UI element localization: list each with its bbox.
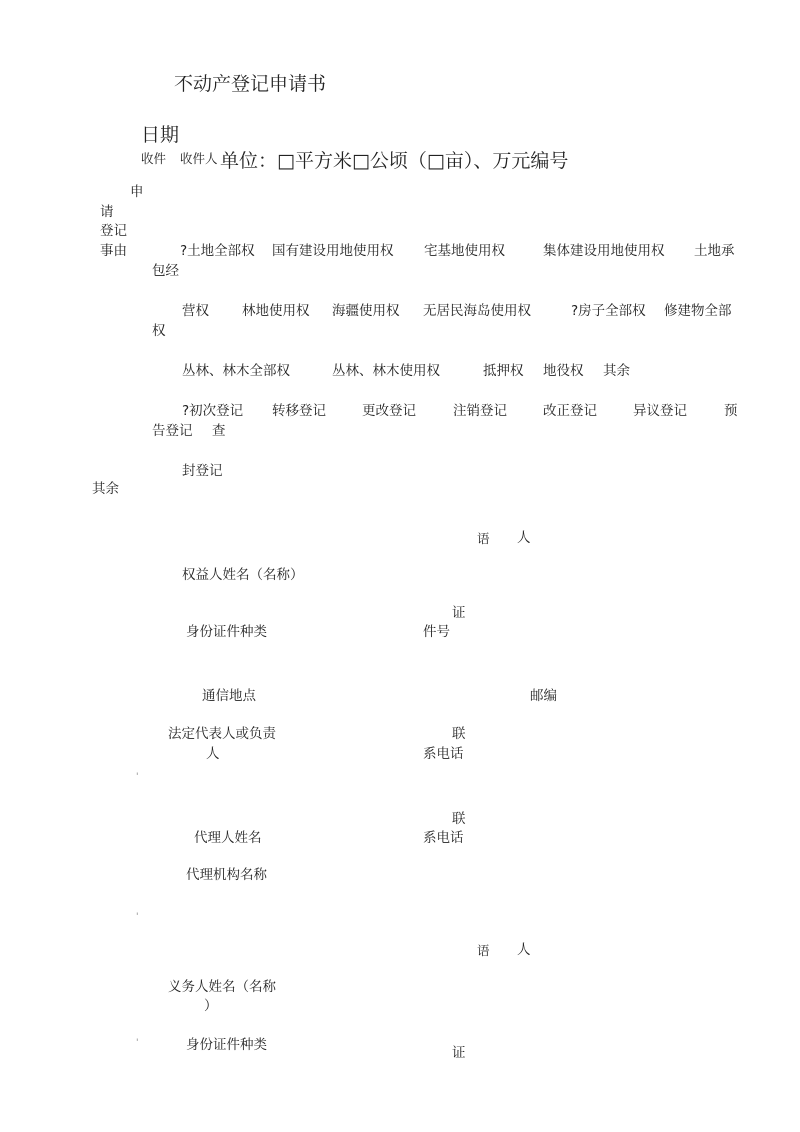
id-number-label: 件号 xyxy=(423,624,450,640)
contact-phone-label: 系电话 xyxy=(423,746,464,762)
receiver-label: 收件人 xyxy=(180,151,218,166)
unit-line: 单位：□平方米□公顷（□亩）、万元编号 xyxy=(220,150,569,172)
other-label: 其余 xyxy=(92,481,119,497)
agent-name-label: 代理人姓名 xyxy=(194,830,262,846)
receive-label: 收件 xyxy=(141,151,167,166)
obligor-id-number-label: 证 xyxy=(452,1045,466,1061)
right-option: 地役权 xyxy=(543,363,584,379)
reason-label-3: 登记 xyxy=(100,223,127,239)
reg-type-option: 异议登记 xyxy=(633,403,687,419)
date-label: 日期 xyxy=(141,124,180,146)
right-option-cont: 权 xyxy=(152,323,166,339)
right-option: 其余 xyxy=(603,363,630,379)
applicant-section-label: 人 xyxy=(517,530,531,546)
applicant-section-label: 语 xyxy=(477,531,490,546)
rightholder-name-label: 权益人姓名（名称） xyxy=(182,567,304,583)
reg-type-option: ?初次登记 xyxy=(182,403,244,419)
reg-type-option: 转移登记 xyxy=(272,403,326,419)
reg-type-option: 告登记 xyxy=(152,423,193,439)
reg-type-option: 预 xyxy=(724,403,738,419)
reg-type-option: 封登记 xyxy=(182,463,223,479)
reg-type-option: 改正登记 xyxy=(543,403,597,419)
scan-mark: ' xyxy=(136,1038,139,1048)
right-option: 集体建设用地使用权 xyxy=(543,243,665,259)
right-option: ?土地全部权 xyxy=(180,243,255,259)
scan-mark: ' xyxy=(136,772,139,782)
reg-type-option: 注销登记 xyxy=(453,403,507,419)
reason-label-2: 请 xyxy=(100,204,114,220)
right-option-cont: 包经 xyxy=(152,263,179,279)
id-type-label: 身份证件种类 xyxy=(186,624,267,640)
postcode-label: 邮编 xyxy=(530,688,557,704)
right-option: ?房子全部权 xyxy=(571,303,646,319)
legal-rep-label: 法定代表人或负责 xyxy=(168,726,276,742)
id-number-label: 证 xyxy=(452,605,466,621)
right-option: 修建物全部 xyxy=(664,303,732,319)
legal-rep-label: 人 xyxy=(206,746,220,762)
right-option: 国有建设用地使用权 xyxy=(272,243,394,259)
document-title: 不动产登记申请书 xyxy=(174,73,327,95)
reason-label-1: 申 xyxy=(130,184,144,200)
agent-phone-label: 联 xyxy=(452,811,466,827)
reg-type-option: 查 xyxy=(212,423,226,439)
obligor-section-label: 人 xyxy=(517,942,531,958)
contact-phone-label: 联 xyxy=(452,726,466,742)
right-option: 宅基地使用权 xyxy=(424,243,505,259)
reg-type-option: 更改登记 xyxy=(362,403,416,419)
right-option: 丛林、林木使用权 xyxy=(332,363,440,379)
right-option: 丛林、林木全部权 xyxy=(182,363,290,379)
right-option: 林地使用权 xyxy=(242,303,310,319)
right-option: 海疆使用权 xyxy=(332,303,400,319)
agent-phone-label: 系电话 xyxy=(423,830,464,846)
right-option: 土地承 xyxy=(694,243,735,259)
obligor-name-label: ） xyxy=(204,998,218,1014)
obligor-section-label: 语 xyxy=(477,943,490,958)
obligor-id-type-label: 身份证件种类 xyxy=(186,1037,267,1053)
scan-mark: ' xyxy=(136,912,139,922)
agency-name-label: 代理机构名称 xyxy=(186,867,267,883)
right-option: 营权 xyxy=(182,303,209,319)
reason-label-4: 事由 xyxy=(100,243,127,259)
right-option: 无居民海岛使用权 xyxy=(423,303,531,319)
address-label: 通信地点 xyxy=(202,688,256,704)
obligor-name-label: 义务人姓名（名称 xyxy=(168,979,276,995)
right-option: 抵押权 xyxy=(483,363,524,379)
